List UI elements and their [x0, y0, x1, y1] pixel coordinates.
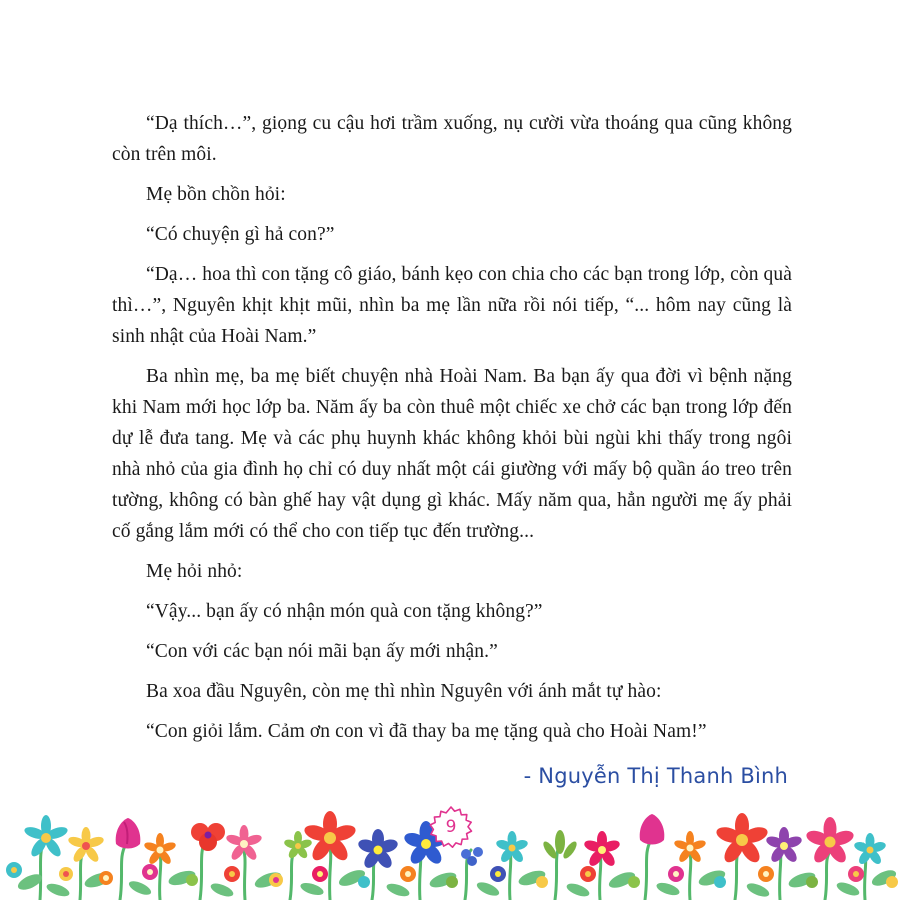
paragraph: Mẹ bồn chồn hỏi:	[146, 184, 286, 205]
paragraph: Mẹ hỏi nhỏ:	[146, 561, 243, 582]
page-content	[112, 108, 792, 788]
page-number-text: 9	[445, 817, 457, 837]
paragraph: Ba nhìn mẹ, ba mẹ biết chuyện nhà Hoài Nam. Ba bạn ấy qua đời vì bệnh nặng khi Nam mới học lớp ba. Năm ấy ba còn thuê một chiếc xe chở các bạn trong lớp đến dự lễ đưa tang. Mẹ và các phụ huynh khác không khỏi bùi ngùi khi thấy trong ngôi nhà nhỏ của gia đình họ chỉ có duy nhất một cái giường với mấy bộ quần áo treo trên tường, không có bàn ghế hay vật dụng gì khác. Mấy năm qua, hẳn người mẹ ấy phải cố gắng lắm mới có thể cho con tiếp tục đến trường...	[112, 366, 792, 542]
paragraph: “Con với các bạn nói mãi bạn ấy mới nhận.”	[146, 641, 498, 662]
page-number-badge	[429, 806, 473, 850]
paragraph: “Dạ… hoa thì con tặng cô giáo, bánh kẹo con chia cho các bạn trong lớp, còn quà thì…”, Nguyên khịt khịt mũi, nhìn ba mẹ lần nữa rồi nói tiếp, “... hôm nay cũng là sinh nhật của Hoài Nam.”	[112, 264, 792, 347]
paragraph: “Có chuyện gì hả con?”	[146, 224, 335, 245]
paragraph: “Dạ thích…”, giọng cu cậu hơi trầm xuống, nụ cười vừa thoáng qua cũng không còn trên môi.	[112, 113, 792, 165]
paragraph: “Vậy... bạn ấy có nhận món quà con tặng không?”	[146, 601, 543, 622]
paragraph: “Con giỏi lắm. Cảm ơn con vì đã thay ba mẹ tặng quà cho Hoài Nam!”	[146, 721, 707, 742]
author-signature: - Nguyễn Thị Thanh Bình	[523, 764, 788, 788]
paragraph: Ba xoa đầu Nguyên, còn mẹ thì nhìn Nguyên với ánh mắt tự hào:	[146, 681, 662, 702]
